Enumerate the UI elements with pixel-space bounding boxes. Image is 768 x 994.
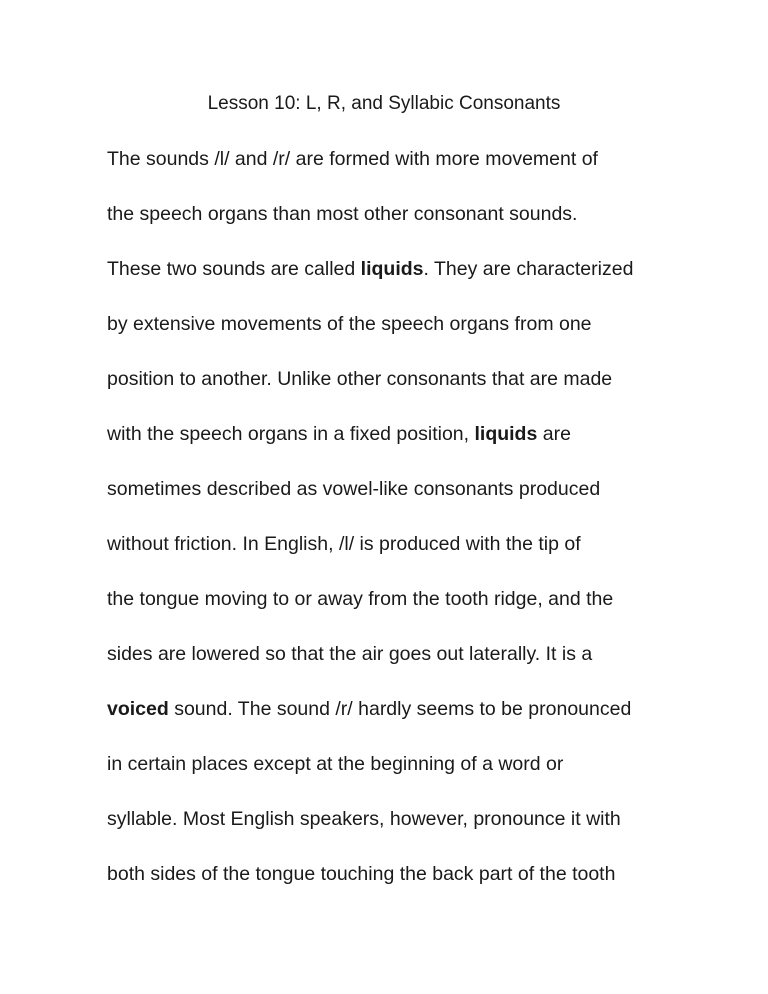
text-segment: the tongue moving to or away from the tooth ridge, and the — [107, 588, 614, 610]
page-title: Lesson 10: L, R, and Syllabic Consonants — [207, 93, 561, 114]
text-line — [107, 255, 707, 310]
bold-term: liquids — [474, 423, 538, 445]
text-line — [107, 805, 707, 860]
text-line — [107, 420, 707, 475]
text-line — [107, 640, 707, 695]
text-line — [107, 310, 707, 365]
text-segment: are — [537, 423, 571, 445]
text-segment: syllable. Most English speakers, however, pronounce it with — [107, 808, 621, 830]
text-segment: without friction. In English, /l/ is produced with the tip of — [107, 533, 581, 555]
text-line — [107, 750, 707, 805]
text-segment: in certain places except at the beginning of a word or — [107, 753, 564, 775]
text-line — [107, 585, 707, 640]
text-line — [107, 200, 707, 255]
bold-term: liquids — [360, 258, 424, 280]
text-line — [107, 475, 707, 530]
text-segment: sometimes described as vowel-like consonants produced — [107, 478, 601, 500]
text-line — [107, 365, 707, 420]
text-segment: . They are characterized — [423, 258, 634, 280]
bold-term: voiced — [107, 698, 169, 720]
text-line — [107, 860, 707, 915]
text-segment: position to another. Unlike other consonants that are made — [107, 368, 613, 390]
text-segment: the speech organs than most other consonant sounds. — [107, 203, 578, 225]
text-segment: sides are lowered so that the air goes out laterally. It is a — [107, 643, 593, 665]
text-segment: sound. The sound /r/ hardly seems to be pronounced — [168, 698, 632, 720]
text-segment: both sides of the tongue touching the back part of the tooth — [107, 863, 616, 885]
body-text — [107, 145, 707, 915]
text-segment: These two sounds are called — [107, 258, 361, 280]
text-segment: The sounds /l/ and /r/ are formed with more movement of — [107, 148, 598, 170]
text-segment: by extensive movements of the speech organs from one — [107, 313, 592, 335]
text-line — [107, 145, 707, 200]
text-segment: with the speech organs in a fixed position, — [107, 423, 475, 445]
text-line — [107, 695, 707, 750]
text-line — [107, 530, 707, 585]
